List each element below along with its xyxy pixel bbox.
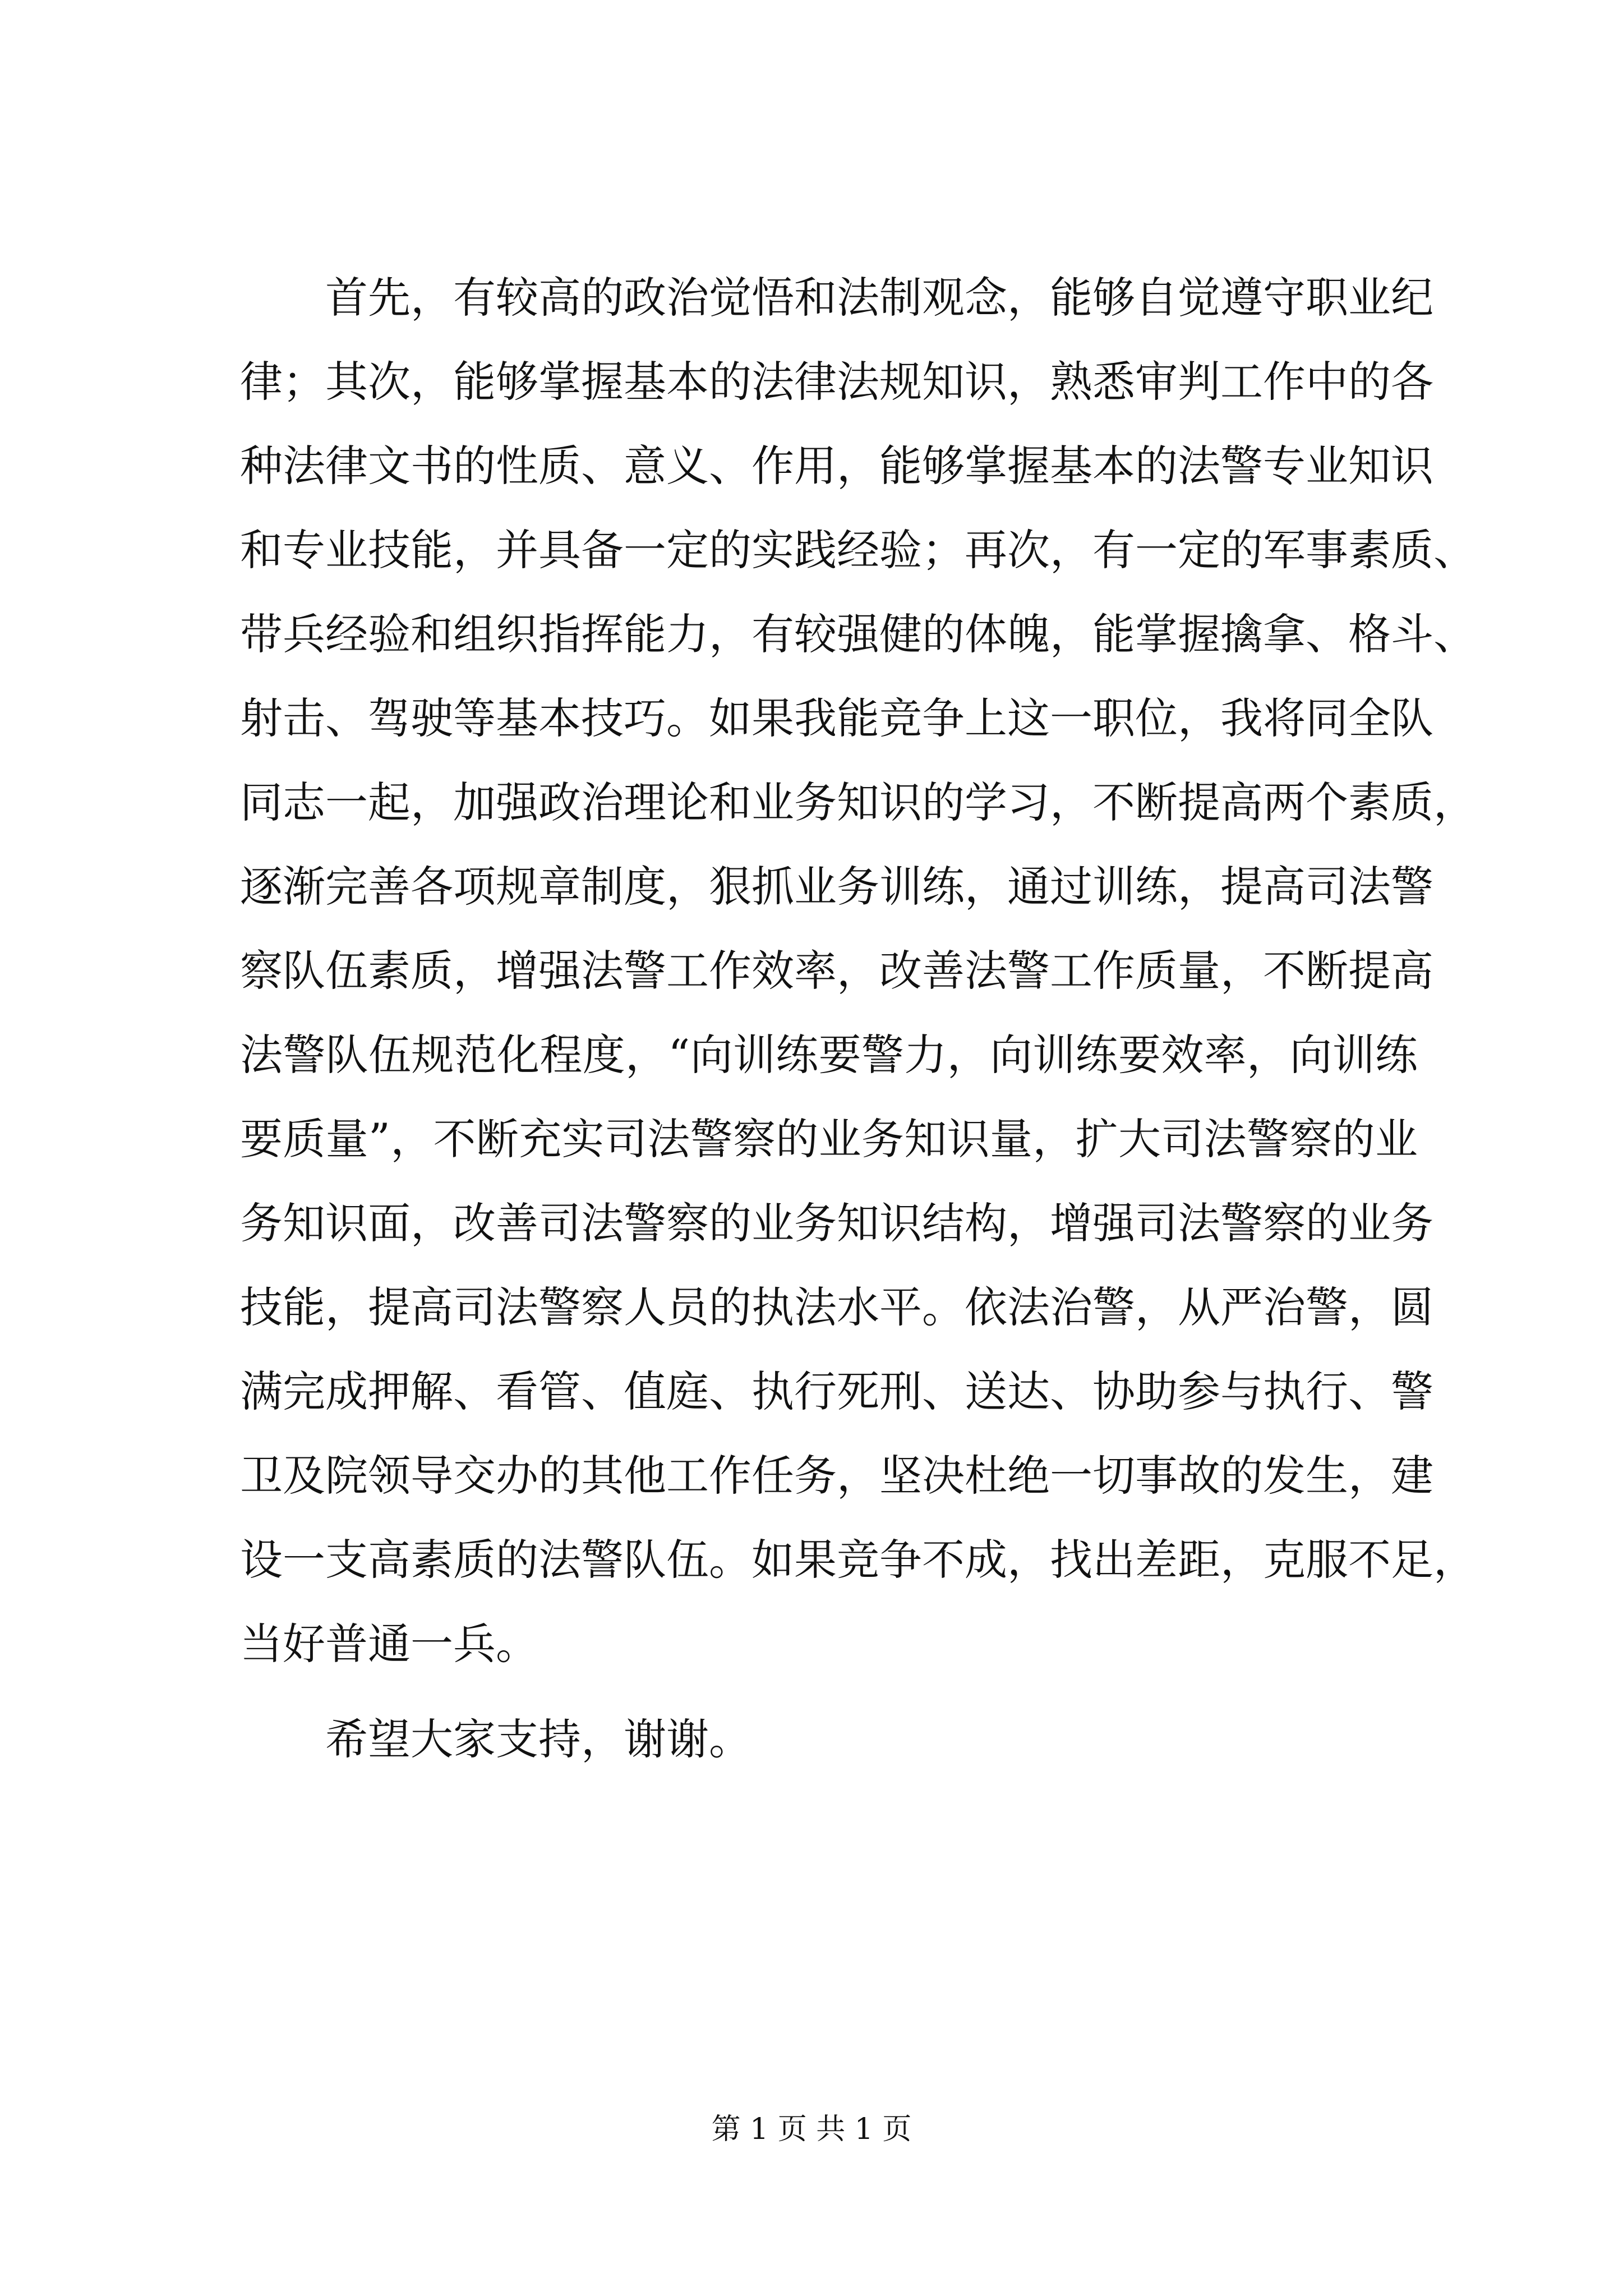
paragraph-line: 卫及院领导交办的其他工作任务，坚决杜绝一切事故的发生，建 [240, 1451, 1433, 1501]
paragraph-line: 要质量”，不断充实司法警察的业务知识量，扩大司法警察的业 [240, 1114, 1418, 1164]
paragraph-line: 技能，提高司法警察人员的执法水平。依法治警，从严治警，圆 [240, 1282, 1433, 1332]
paragraph-line: 逐渐完善各项规章制度，狠抓业务训练，通过训练，提高司法警 [240, 862, 1433, 912]
paragraph-line: 同志一起，加强政治理论和业务知识的学习，不断提高两个素质， [240, 777, 1476, 827]
closing-line: 希望大家支持，谢谢。 [325, 1714, 751, 1764]
paragraph-spacer [240, 1686, 1418, 1697]
paragraph-line: 射击、驾驶等基本技巧。如果我能竞争上这一职位，我将同全队 [240, 693, 1433, 743]
paragraph-line: 设一支高素质的法警队伍。如果竞争不成，找出差距，克服不足， [240, 1535, 1476, 1585]
paragraph-line: 法警队伍规范化程度，“向训练要警力，向训练要效率，向训练 [240, 1030, 1418, 1080]
paragraph-line: 种法律文书的性质、意义、作用，能够掌握基本的法警专业知识 [240, 441, 1433, 491]
document-body [240, 256, 1476, 1782]
paragraph-line: 务知识面，改善司法警察的业务知识结构，增强司法警察的业务 [240, 1198, 1433, 1248]
paragraph-line: 律；其次，能够掌握基本的法律法规知识，熟悉审判工作中的各 [240, 357, 1433, 407]
paragraph-line: 当好普通一兵。 [240, 1619, 538, 1669]
paragraph-line: 和专业技能，并具备一定的实践经验；再次，有一定的军事素质、 [240, 525, 1476, 575]
page-number-footer: 第 1 页 共 1 页 [711, 2113, 912, 2146]
paragraph-line: 满完成押解、看管、值庭、执行死刑、送达、协助参与执行、警 [240, 1366, 1433, 1416]
paragraph-line: 首先，有较高的政治觉悟和法制观念，能够自觉遵守职业纪 [325, 273, 1433, 323]
paragraph-line: 带兵经验和组织指挥能力，有较强健的体魄，能掌握擒拿、格斗、 [240, 609, 1476, 659]
paragraph-line: 察队伍素质，增强法警工作效率，改善法警工作质量，不断提高 [240, 946, 1433, 996]
paragraph-1 [240, 256, 1476, 1686]
paragraph-2 [240, 1697, 1418, 1782]
